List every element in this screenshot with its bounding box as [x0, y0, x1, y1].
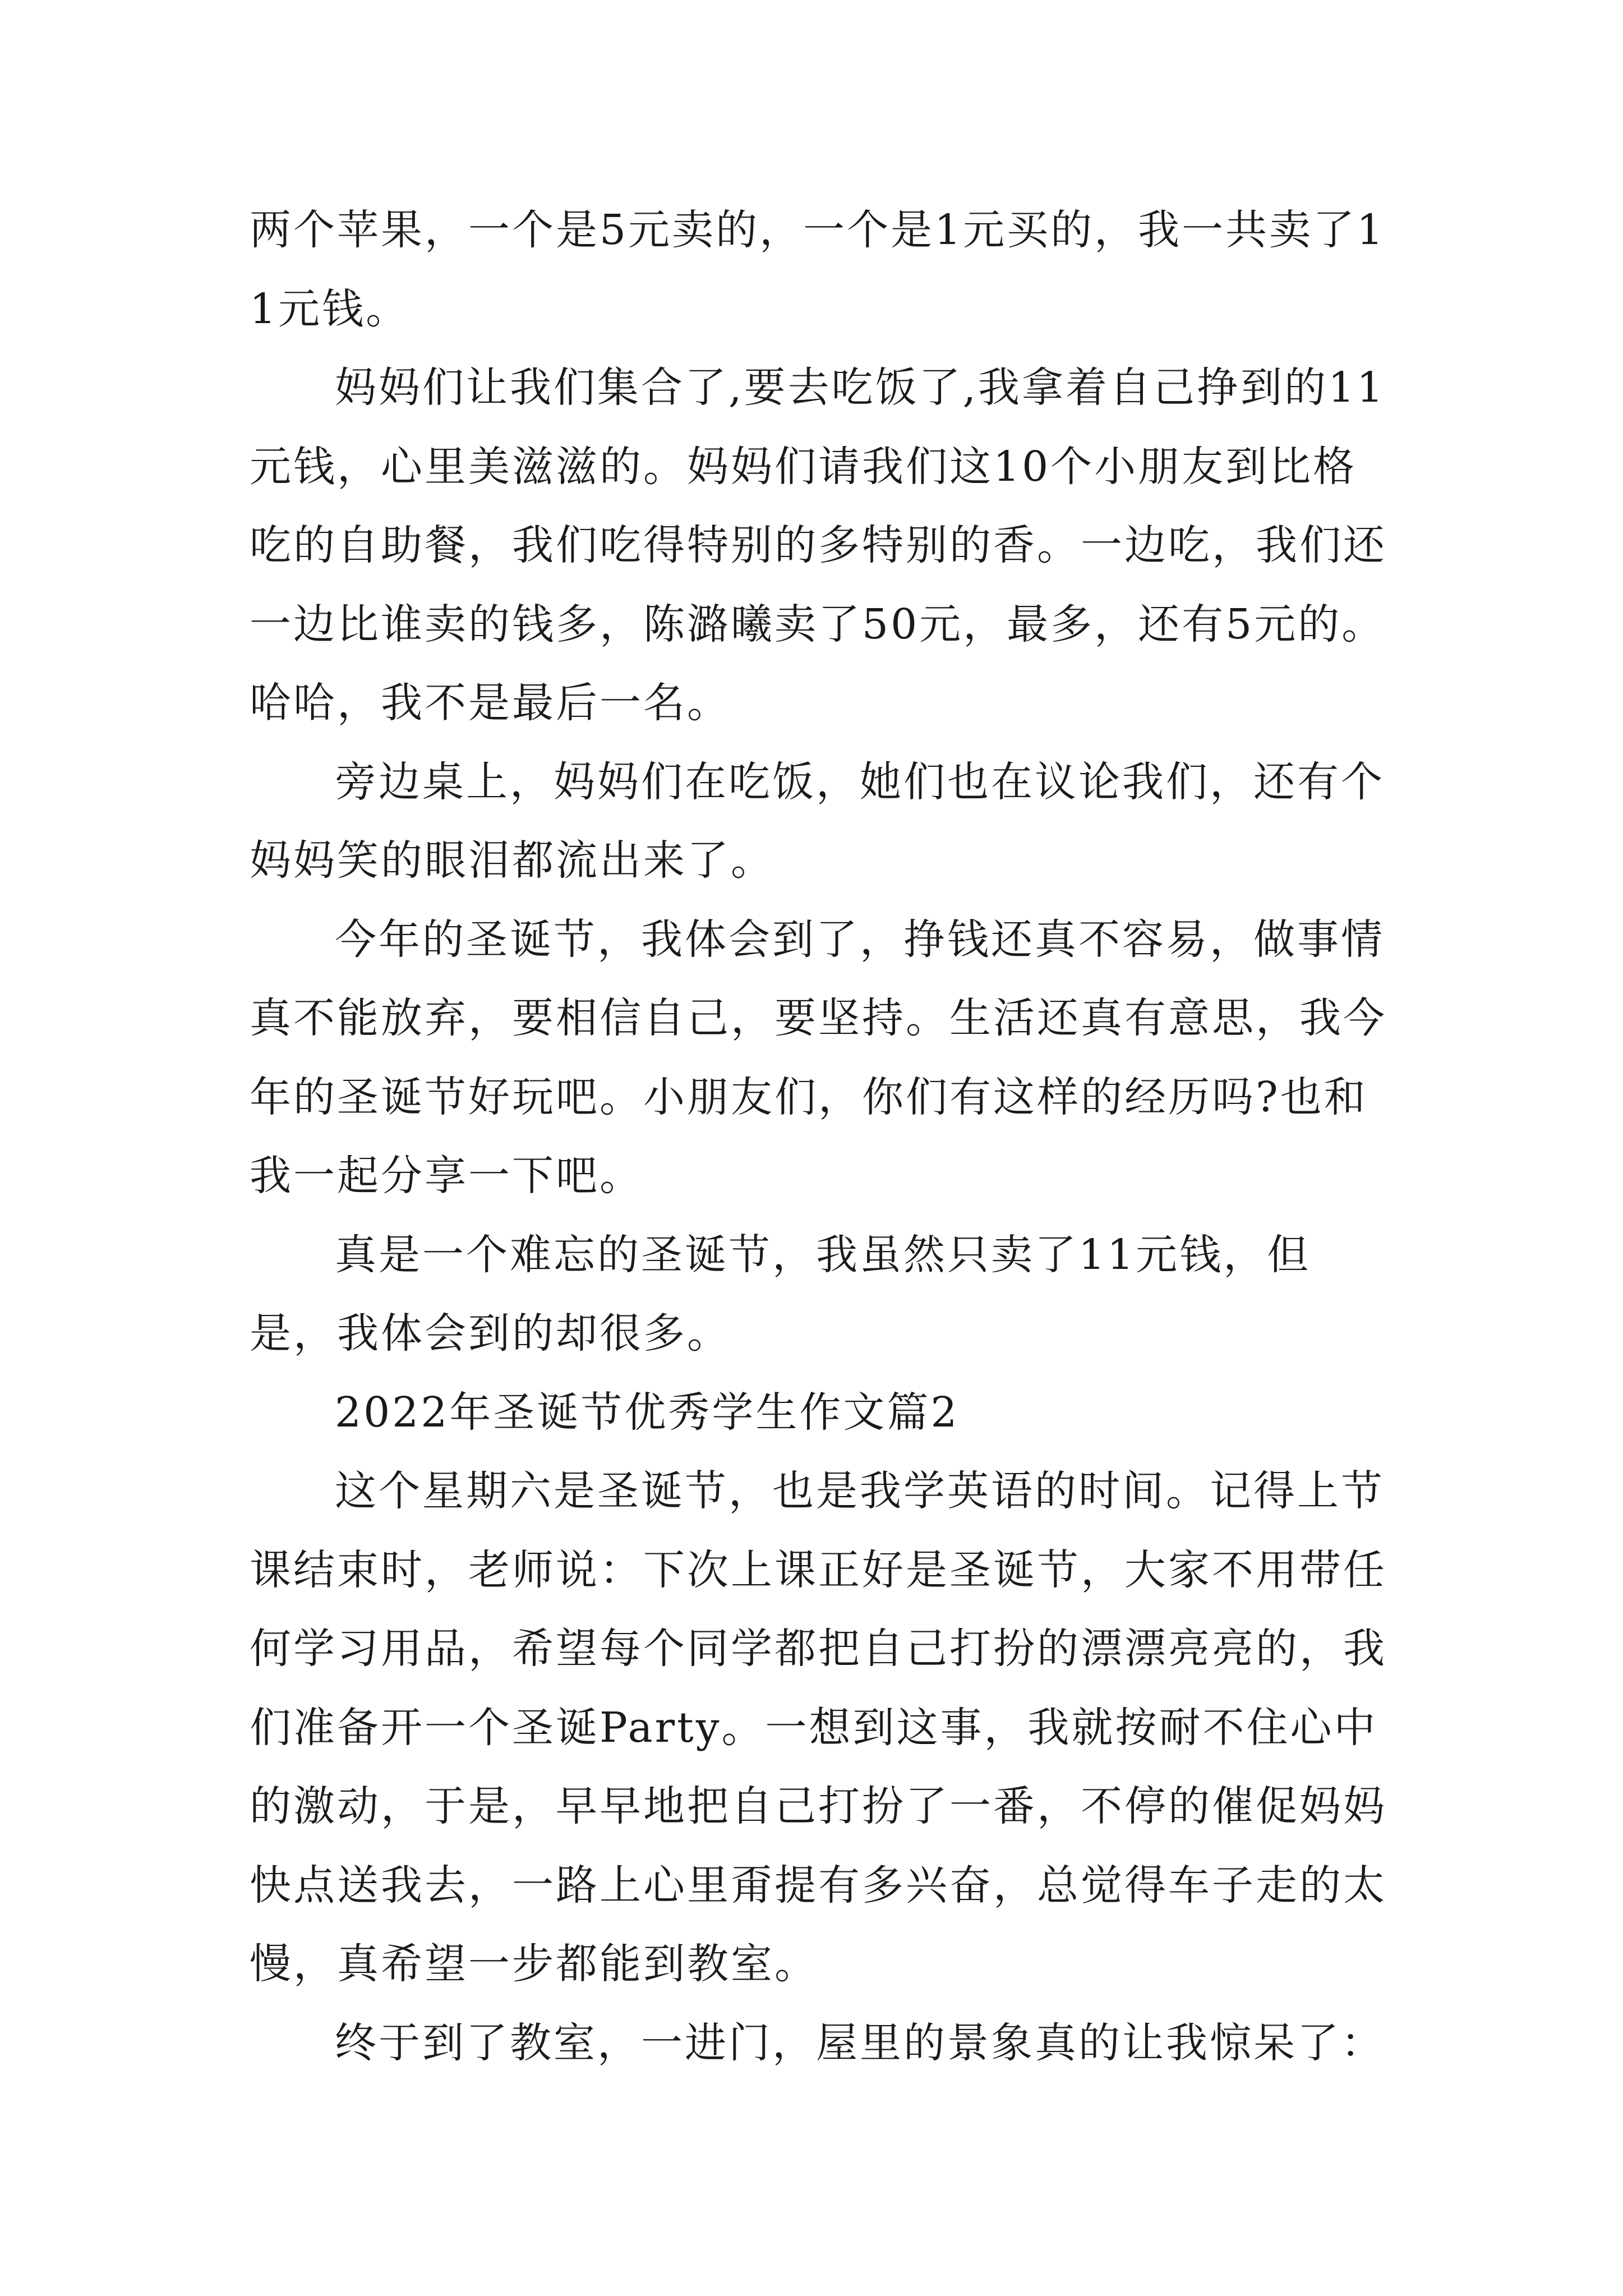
document-body — [250, 191, 1394, 2082]
paragraph: 今年的圣诞节，我体会到了，挣钱还真不容易，做事情真不能放弃，要相信自己，要坚持。生活还真有意思，我今年的圣诞节好玩吧。小朋友们，你们有这样的经历吗?也和我一起分享一下吧。 — [250, 915, 1387, 1200]
paragraph: 妈妈们让我们集合了,要去吃饭了,我拿着自己挣到的11元钱，心里美滋滋的。妈妈们请我们这10个小朋友到比格吃的自助餐，我们吃得特别的多特别的香。一边吃，我们还一边比谁卖的钱多，陈潞曦卖了50元，最多，还有5元的。哈哈，我不是最后一名。 — [250, 364, 1387, 727]
paragraph: 真是一个难忘的圣诞节，我虽然只卖了11元钱，但是，我体会到的却很多。 — [250, 1230, 1311, 1358]
paragraph: 旁边桌上，妈妈们在吃饭，她们也在议论我们，还有个妈妈笑的眼泪都流出来了。 — [250, 757, 1385, 885]
paragraph: 两个苹果，一个是5元卖的，一个是1元买的，我一共卖了11元钱。 — [250, 206, 1386, 333]
paragraph: 终于到了教室，一进门，屋里的景象真的让我惊呆了： — [335, 2018, 1385, 2067]
section-heading: 2022年圣诞节优秀学生作文篇2 — [335, 1388, 960, 1437]
paragraph: 这个星期六是圣诞节，也是我学英语的时间。记得上节课结束时，老师说：下次上课正好是圣诞节，大家不用带任何学习用品，希望每个同学都把自己打扮的漂漂亮亮的，我们准备开一个圣诞Party。一想到这事，我就按耐不住心中的激动，于是，早早地把自己打扮了一番，不停的催促妈妈快点送我去，一路上心里甭提有多兴奋，总觉得车子走的太慢，真希望一步都能到教室。 — [250, 1467, 1387, 1988]
